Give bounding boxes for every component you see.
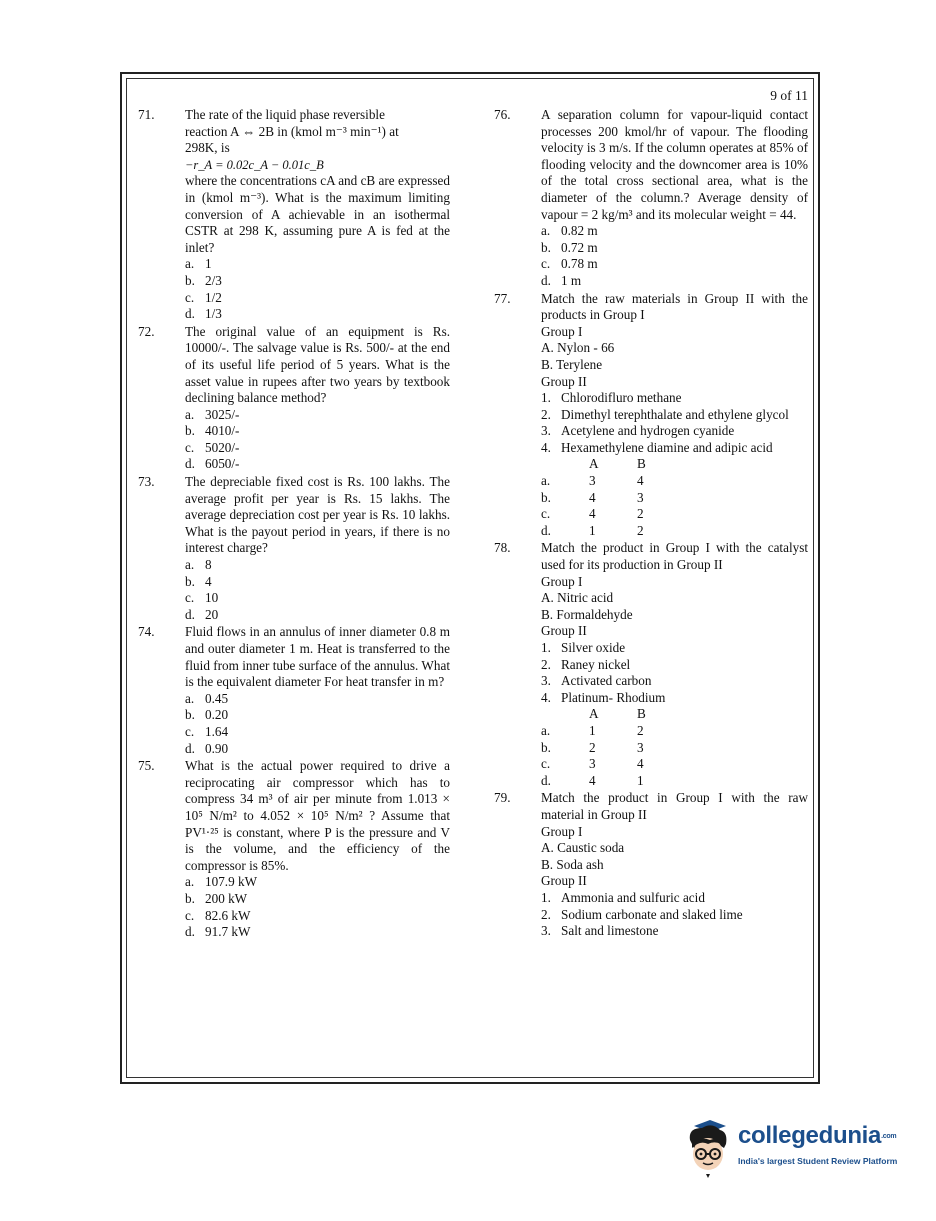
- answer-matrix: [541, 456, 667, 539]
- group-2-label: Group II: [541, 373, 587, 389]
- item-text: Salt and limestone: [561, 923, 659, 939]
- item-number: 4.: [541, 689, 551, 705]
- option-text: 5020/-: [205, 439, 240, 455]
- item-text: Sodium carbonate and slaked lime: [561, 906, 743, 922]
- matrix-option: d.: [541, 772, 551, 788]
- group-1-item: B. Terylene: [541, 356, 603, 372]
- option-letter: d.: [185, 456, 195, 472]
- question-stem: A separation column for vapour-liquid contact processes 200 kmol/hr of vapour. The flooding velocity is 3 m/s. If the column operates at 85% of flooding velocity and the downcomer area is 10% of the total cross sectional area, what is the diameter of the column.? Average density of vapour = 2 kg/m³ and its molecular weight = 44.: [541, 107, 808, 222]
- option: [185, 273, 450, 290]
- item-number: 2.: [541, 906, 551, 922]
- option-text: 1.64: [205, 723, 229, 739]
- group-1-item: A. Nitric acid: [541, 590, 614, 606]
- option: [185, 574, 450, 591]
- logo-suffix: .com: [881, 1133, 897, 1141]
- question-stem: Match the product in Group I with the catalyst used for its production in Group II: [541, 540, 808, 573]
- matrix-cell: 3: [637, 739, 644, 755]
- option-letter: a.: [185, 557, 195, 573]
- collegedunia-logo[interactable]: [680, 1118, 910, 1188]
- item-text: Ammonia and sulfuric acid: [561, 889, 705, 905]
- option: [185, 707, 450, 724]
- option: [185, 256, 450, 273]
- question-stem-continued: where the concentrations cA and cB are expressed in (kmol m⁻³). What is the maximum limiting conversion of A achievable in an isothermal CSTR at 298 K, assuming pure A is fed at the inlet?: [185, 173, 450, 255]
- question-stem: The depreciable fixed cost is Rs. 100 lakhs. The average profit per year is Rs. 15 lakhs. The average depreciation cost per year is Rs. 10 lakhs. What is the payout period in years, if there is no interest charge?: [185, 474, 450, 556]
- matrix-option: c.: [541, 756, 551, 772]
- option-text: 1 m: [561, 272, 582, 288]
- item-number: 4.: [541, 439, 551, 455]
- matrix-row: [541, 756, 667, 773]
- item-text: Dimethyl terephthalate and ethylene glycol: [561, 406, 789, 422]
- logo-name: collegedunia: [738, 1122, 882, 1149]
- matrix-cell: 4: [589, 489, 596, 505]
- option-text: 107.9 kW: [205, 874, 258, 890]
- logo-wordmark: [738, 1122, 896, 1150]
- option-letter: c.: [185, 289, 195, 305]
- question-number: 73.: [138, 474, 155, 490]
- matrix-header-a: A: [589, 706, 599, 722]
- option-text: 91.7 kW: [205, 924, 251, 940]
- option-letter: d.: [185, 606, 195, 622]
- question-79: [494, 790, 808, 939]
- option-text: 10: [205, 590, 219, 606]
- group-2-item: [541, 440, 808, 457]
- option-letter: c.: [185, 723, 195, 739]
- question-number: 77.: [494, 290, 511, 306]
- matrix-row: [541, 473, 667, 490]
- stem-line: reaction A ⇔ 2B in (kmol m⁻³ min⁻¹) at: [185, 123, 399, 139]
- option: [185, 440, 450, 457]
- option-letter: b.: [185, 573, 195, 589]
- group-2-label: Group II: [541, 623, 587, 639]
- matrix-row: [541, 506, 667, 523]
- group-1-item: B. Soda ash: [541, 856, 604, 872]
- student-mascot-icon: [680, 1118, 736, 1180]
- question-stem: Match the product in Group I with the raw material in Group II: [541, 790, 808, 822]
- matrix-header-a: A: [589, 456, 599, 472]
- item-number: 3.: [541, 423, 551, 439]
- matrix-option: b.: [541, 739, 551, 755]
- option: [541, 273, 808, 290]
- option-text: 20: [205, 606, 219, 622]
- item-text: Chlorodifluro methane: [561, 390, 682, 406]
- matrix-row: [541, 740, 667, 757]
- matrix-option: c.: [541, 506, 551, 522]
- stem-line: 298K, is: [185, 140, 230, 156]
- group-2-item: [541, 640, 808, 657]
- group-1-item: A. Caustic soda: [541, 840, 625, 856]
- option-text: 200 kW: [205, 890, 248, 906]
- option-letter: b.: [185, 272, 195, 288]
- group-2-item: [541, 407, 808, 424]
- option: [185, 607, 450, 624]
- option-text: 0.45: [205, 690, 229, 706]
- answer-matrix: [541, 706, 667, 789]
- group-2-item: [541, 673, 808, 690]
- matrix-cell: 2: [637, 522, 644, 538]
- matrix-header-b: B: [637, 456, 646, 472]
- option-text: 3025/-: [205, 406, 240, 422]
- rate-formula: −r_A = 0.02c_A − 0.01c_B: [185, 157, 324, 172]
- item-number: 1.: [541, 889, 551, 905]
- group-2-item: [541, 690, 808, 707]
- option-letter: a.: [185, 690, 195, 706]
- matrix-cell: 1: [637, 772, 644, 788]
- question-number: 76.: [494, 107, 511, 122]
- option: [541, 223, 808, 240]
- question-71: [138, 107, 450, 323]
- option-text: 0.20: [205, 707, 229, 723]
- matrix-header-row: [541, 706, 667, 723]
- matrix-cell: 1: [589, 522, 596, 538]
- option-text: 0.72 m: [561, 239, 598, 255]
- matrix-cell: 2: [589, 739, 596, 755]
- option-text: 1: [205, 256, 212, 272]
- item-number: 2.: [541, 406, 551, 422]
- matrix-cell: 3: [589, 756, 596, 772]
- option-text: 1/2: [205, 289, 222, 305]
- question-stem: The original value of an equipment is Rs. 10000/-. The salvage value is Rs. 500/- at the end of its useful life period of 5 years. What is the asset value in rupees after two years by textbook declining balance method?: [185, 323, 450, 406]
- option-letter: c.: [185, 590, 195, 606]
- matrix-cell: 4: [637, 756, 644, 772]
- item-text: Activated carbon: [561, 673, 652, 689]
- group-2-item: [541, 390, 808, 407]
- item-number: 1.: [541, 390, 551, 406]
- group-1-label: Group I: [541, 823, 583, 839]
- group-2-item: [541, 657, 808, 674]
- option-text: 2/3: [205, 272, 222, 288]
- item-number: 3.: [541, 923, 551, 939]
- option: [185, 741, 450, 758]
- matrix-cell: 4: [589, 772, 596, 788]
- question-number: 71.: [138, 107, 155, 122]
- option: [541, 240, 808, 257]
- option: [185, 724, 450, 741]
- question-75: [138, 758, 450, 941]
- question-78: [494, 540, 808, 789]
- stem-line: The rate of the liquid phase reversible: [185, 107, 385, 122]
- option-letter: b.: [185, 890, 195, 906]
- group-2-item: [541, 907, 808, 924]
- question-stem: Fluid flows in an annulus of inner diameter 0.8 m and outer diameter 1 m. Heat is transferred to the fluid from inner tube surface of the annulus. What is the equivalent diameter For heat transfer in m?: [185, 624, 450, 690]
- option-text: 82.6 kW: [205, 907, 251, 923]
- option-text: 4: [205, 573, 212, 589]
- option-letter: a.: [541, 223, 551, 239]
- group-2-item: [541, 890, 808, 907]
- option-letter: b.: [185, 423, 195, 439]
- item-text: Platinum- Rhodium: [561, 689, 666, 705]
- matrix-option: d.: [541, 522, 551, 538]
- option: [185, 290, 450, 307]
- question-number: 79.: [494, 790, 511, 806]
- matrix-header-row: [541, 456, 667, 473]
- option: [185, 590, 450, 607]
- option-letter: b.: [541, 239, 551, 255]
- question-number: 78.: [494, 540, 511, 556]
- option-letter: d.: [541, 272, 551, 288]
- logo-tagline: India's largest Student Review Platform: [738, 1156, 898, 1166]
- question-76: [494, 107, 808, 290]
- option-letter: d.: [185, 924, 195, 940]
- matrix-row: [541, 723, 667, 740]
- item-text: Raney nickel: [561, 656, 631, 672]
- option-letter: d.: [185, 306, 195, 322]
- option-text: 8: [205, 557, 212, 573]
- matrix-option: a.: [541, 473, 551, 489]
- question-number: 72.: [138, 323, 155, 339]
- item-number: 3.: [541, 673, 551, 689]
- item-number: 2.: [541, 656, 551, 672]
- matrix-cell: 4: [589, 506, 596, 522]
- matrix-cell: 2: [637, 722, 644, 738]
- page-number: 9 of 11: [770, 88, 808, 103]
- question-stem: [185, 107, 450, 157]
- option: [185, 874, 450, 891]
- option-text: 0.82 m: [561, 223, 598, 239]
- option: [185, 306, 450, 323]
- option: [185, 924, 450, 941]
- matrix-cell: 4: [637, 473, 644, 489]
- group-1-label: Group I: [541, 573, 583, 589]
- option-text: 6050/-: [205, 456, 240, 472]
- right-column: [494, 107, 808, 941]
- option: [185, 908, 450, 925]
- option-letter: c.: [541, 256, 551, 272]
- question-73: [138, 474, 450, 623]
- option: [185, 891, 450, 908]
- matrix-cell: 2: [637, 506, 644, 522]
- option: [185, 456, 450, 473]
- matrix-header-b: B: [637, 706, 646, 722]
- matrix-cell: 3: [589, 473, 596, 489]
- item-text: Silver oxide: [561, 640, 626, 655]
- group-1-item: B. Formaldehyde: [541, 606, 633, 622]
- question-number: 74.: [138, 624, 155, 640]
- option: [185, 691, 450, 708]
- matrix-row: [541, 523, 667, 540]
- option-letter: b.: [185, 707, 195, 723]
- question-72: [138, 324, 450, 473]
- option: [185, 407, 450, 424]
- option-letter: a.: [185, 256, 195, 272]
- matrix-row: [541, 773, 667, 790]
- group-2-label: Group II: [541, 873, 587, 889]
- matrix-cell: 3: [637, 489, 644, 505]
- option-text: 0.78 m: [561, 256, 598, 272]
- question-stem: What is the actual power required to drive a reciprocating air compressor which has to compress 34 m³ of air per minute from 1.013 × 10⁵ N/m² to 4.052 × 10⁵ N/m² ? Assume that PV¹·²⁵ is constant, where P is the pressure and V is the volume, and the efficiency of the compressor is 85%.: [185, 758, 450, 873]
- option-text: 1/3: [205, 306, 222, 322]
- option: [541, 256, 808, 273]
- option: [185, 423, 450, 440]
- item-text: Acetylene and hydrogen cyanide: [561, 423, 735, 439]
- option-letter: a.: [185, 406, 195, 422]
- option-letter: c.: [185, 439, 195, 455]
- question-number: 75.: [138, 758, 155, 774]
- option-letter: a.: [185, 874, 195, 890]
- question-74: [138, 624, 450, 757]
- group-2-item: [541, 423, 808, 440]
- question-stem: Match the raw materials in Group II with the products in Group I: [541, 290, 808, 323]
- left-column: [138, 107, 450, 942]
- group-1-label: Group I: [541, 323, 583, 339]
- matrix-option: a.: [541, 722, 551, 738]
- option: [185, 557, 450, 574]
- option-text: 4010/-: [205, 423, 240, 439]
- matrix-row: [541, 490, 667, 507]
- question-77: [494, 291, 808, 540]
- item-text: Hexamethylene diamine and adipic acid: [561, 439, 773, 455]
- matrix-cell: 1: [589, 722, 596, 738]
- item-number: 1.: [541, 640, 551, 655]
- option-text: 0.90: [205, 740, 229, 756]
- matrix-option: b.: [541, 489, 551, 505]
- group-2-item: [541, 923, 808, 940]
- option-letter: d.: [185, 740, 195, 756]
- option-letter: c.: [185, 907, 195, 923]
- group-1-item: A. Nylon - 66: [541, 340, 615, 356]
